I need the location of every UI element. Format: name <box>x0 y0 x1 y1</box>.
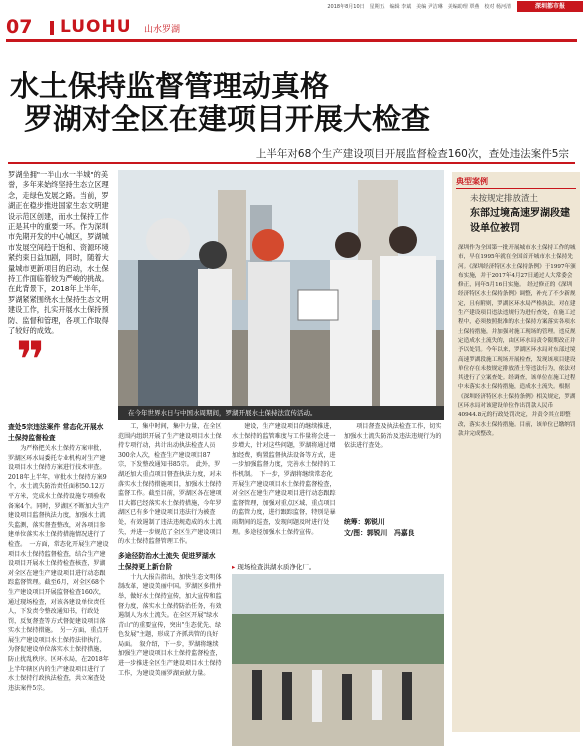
section-brand: LUOHU <box>60 17 132 37</box>
body-column-1 <box>8 422 110 693</box>
writer-credit: 文/图：郭锐川 冯嘉良 <box>344 528 415 537</box>
photo-caption-2: ▸ 现场检查洪湖水质净化厂。 <box>232 563 316 571</box>
top-bar <box>0 0 583 14</box>
main-photo <box>118 170 444 406</box>
headline-line-1: 水土保持监督管理动真格 <box>10 69 330 103</box>
body-text: 工，集中时间，集中力量，在全区范围内组织开展了生产建设项目水土保持专项行动，共计出动执法检查人员300余人次，检查生产建设项目87宗，下发整改通知书85宗。 此外，罗湖还加大重点项目督查执法力度，对未落实水土保持措施项目，加强水土保持监督工作。截至目前，罗湖区各在建项目大都已经落实水土保持措施，今年罗湖区已有多个建设项目违法行为被查处，有效遏制了违法违规造成的水土流失，并进一步规范了全区生产建设项目的水土保持监督管理工作。 <box>118 423 222 546</box>
body-text: 十九大报告指出，加快生态文明体制改革，建设美丽中国。罗湖区多措并举，做好水土保持宣传，加大宣传和监督力度，落实水土保持防治任务，有效遏制人为水土流失。在全区开展"绿水青山"的重要宣传，突出"生态优先、绿色发展"主题，形成了齐抓共管的良好局面。 叙介绍，下一步，罗湖将继续加强生产建设项目水土保持监督检查，进一步推进全区生产建设项目水土保持工作，为建设美丽罗湖贡献力量。 <box>118 573 222 677</box>
headline <box>10 70 570 136</box>
section-subtitle: 查处5宗违法案件 常态化开展水土保持监督检查 <box>8 423 104 442</box>
reporter-credit: 统筹：郭锐川 <box>344 517 385 526</box>
sidebar-rule <box>456 188 576 189</box>
page-meta: 2018年8月10日 星期五 编辑 李斌 美编 尹洁琳 美编助理 覃燕 校对 杨河清 <box>327 4 511 10</box>
section-name: 山水罗湖 <box>144 25 181 35</box>
red-rule <box>8 162 575 164</box>
section-header <box>6 16 577 42</box>
quote-icon: ❞ <box>16 331 46 389</box>
body-text: 为严格把关水土保持方案审批，罗湖区环水局委托专业机构对生产建设项目水土保持方案进行技术审查。2018年上半年，审批水土保持方案9个，水土流失防治责任面积50.12万平方米，完成水土保持设施专项验收备案4个。同时，罗湖区不断加大生产建设项目监督执法力度，加强水土流失监测，落实督查整改，对各项目参建单位落实水土保持措施情况进行了检查。 一方面，常态化开展生产建设项目水土保持监督检查，结合生产建设项目开展水土保持检查核查，罗湖对全区在建生产建设项目进行动态跟踪监督管理。截至6月，对全区68个生产建设项目开展监督检查160次，通过现场检查，对该各建设单位责任人，下发责令整改通知书，行政处罚，反复督查等方式督促建设项目落实水土保持措施。 另一方面，重点开展生产建设项目水土保持法律执行。为督促建设单位落实水土保持措施，防止扰乱秩序。区环水局，在2018年上半年辖区内的生产建设项目进行了水土保持行政执法检查，共立案查处违法案件5宗。 <box>8 445 110 692</box>
inspection-photo <box>232 574 444 746</box>
newspaper-logo: 深圳都市报 <box>517 1 583 12</box>
body-column-4 <box>344 422 444 539</box>
headline-line-2: 罗湖对全区在建项目开展大检查 <box>24 102 431 136</box>
photo-caption: 在今年世界水日与中国水周期间，罗湖开展水土保持法宣传活动。 <box>118 406 444 420</box>
sidebar-tag: 典型案例 <box>456 177 488 186</box>
divider <box>50 21 54 35</box>
section-subtitle: 多途径防治水土流失 促进罗湖水土保持更上新台阶 <box>118 551 216 571</box>
body-text: 项目督查及执法检查工作，切实加强水土流失防治及违法违规行为的依法进行查处。 <box>344 423 442 450</box>
sidebar-kicker: 未按规定排放渣土 <box>470 194 539 204</box>
lead-paragraph: 罗湖坐拥"一半山水一半城"的美誉，多年来始终坚持生态立区理念，走绿色发展之路。当前，罗湖正在稳步推进国家生态文明建设示范区创建，而水土保持工作正是其中的重要一环。作为深圳市先期开发的中心城区，罗湖城市发展空间趋于饱和、资源环境紧约束日益加剧，同时，随着大量城市更新项目的启动，水土保持工作面临着较为严峻的挑战。在此背景下，2018年上半年，罗湖紧紧围绕水土保持生态文明建设工作，扎实开展水土保持预防、监督和管理，各项工作取得了较好的成效。 <box>8 170 109 336</box>
sidebar-title: 东部过境高速罗湖段建设单位被罚 <box>470 208 570 234</box>
body-column-2 <box>118 422 222 678</box>
body-column-3 <box>232 422 336 537</box>
sidebar-body: 深圳作为全国第一批开展城市水土保持工作的城市，早在1995年就在全国首开城市水土保持先河。《深圳经济特区水土保持条例》于1997年颁布实施，并于2017年4月27日通过人大常委会修正，同年5月16日实施。 经过修正的《深圳经济特区水土保持条例》调整，补充了不少新规定，且有附则，罗湖区环水局严格执法。对在建生产建设项目违法违规行为进行查处，在施工过程中，必须按照批准的水土保持方案落实各项水土保持措施，并加强对施工现场的管理。违反规定造成水土流失的，由区环水局责令限期改正并予以处罚。今年以来，罗湖区环水局对东部过境高速罗湖段施工现场开展检查，发现该项目建设单位存在未按规定排放渣土等违法行为，依法对其进行了立案查处。经调查，该单位在施工过程中未落实水土保持措施，造成水土流失。根据《深圳经济特区水土保持条例》相关规定，罗湖区环水局对该建设单位作出罚款人民币40944.8元的行政处罚决定，并责令其立即整改，落实水土保持措施。目前，该单位已缴纳罚款并完成整改。 <box>458 245 576 437</box>
subheadline: 上半年对68个生产建设项目开展监督检查160次，查处违法案件5宗 <box>255 148 569 160</box>
page-number: 07 <box>6 16 33 38</box>
body-text: 建设，生产建设项目的继续推进，水土保持的监管难度与工作量将会进一步增大，针对这些问题，罗湖将通过增加经费，购置监督执法设备等方式，进一步加强监督力度，完善水土保持的工作机制。 下一步，罗湖将继续常态化开展生产建设项目水土保持监督检查，对全区在建生产建设项目进行动态跟踪监督管理，加强对重点区域、重点项目的监管力度，进行跟踪监督，特别是暴雨期间的巡查，发现问题及时进行处理。多途径加强水土保持宣传。 <box>232 423 336 536</box>
